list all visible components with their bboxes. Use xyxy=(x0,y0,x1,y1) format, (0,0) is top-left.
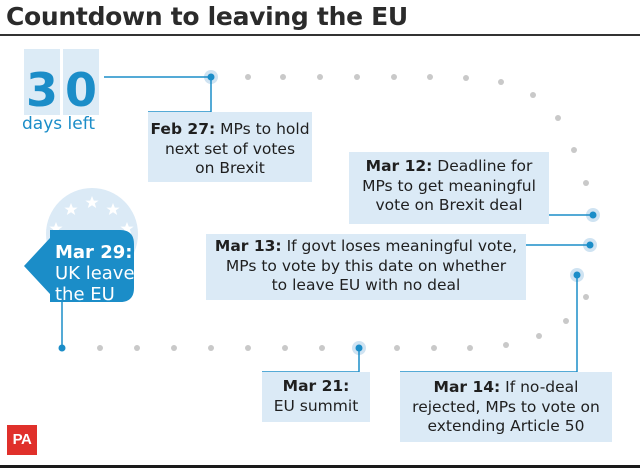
event-date: Mar 14: xyxy=(433,378,501,396)
event-date: Feb 27: xyxy=(150,120,216,138)
event-text: to leave EU with no deal xyxy=(271,276,461,294)
event-date: Mar 12: xyxy=(365,157,433,175)
page-title: Countdown to leaving the EU xyxy=(6,2,408,31)
event-text: If govt loses meaningful vote, xyxy=(286,237,518,255)
event-text: Deadline for xyxy=(437,157,533,175)
event-mar21 xyxy=(262,372,370,422)
event-mar13 xyxy=(206,234,526,300)
event-text: the EU xyxy=(55,284,115,305)
event-date: Mar 13: xyxy=(214,237,282,255)
event-text: MPs to hold xyxy=(220,120,310,138)
event-text: MPs to get meaningful xyxy=(362,176,536,195)
event-text: EU summit xyxy=(273,396,359,415)
event-text: on Brexit xyxy=(195,159,265,177)
event-date: Mar 29: xyxy=(55,242,133,263)
connector-lines xyxy=(62,77,593,372)
countdown-digit: 0 xyxy=(64,63,97,117)
event-text: MPs to vote by this date on whether xyxy=(225,256,507,275)
event-feb27 xyxy=(148,112,312,182)
countdown-digit: 3 xyxy=(25,63,58,117)
event-mar29 xyxy=(55,242,144,305)
pa-logo: PA xyxy=(7,425,37,455)
event-text: UK leaves xyxy=(55,263,144,284)
event-text: If no-deal xyxy=(505,378,579,396)
event-text: rejected, MPs to vote on xyxy=(412,397,600,416)
event-text: next set of votes xyxy=(164,139,296,158)
event-date: Mar 21: xyxy=(282,377,350,395)
event-text: extending Article 50 xyxy=(427,417,585,435)
event-mar14 xyxy=(400,372,612,442)
event-text: vote on Brexit deal xyxy=(375,196,523,214)
event-mar12 xyxy=(349,152,549,224)
countdown-caption: days left xyxy=(22,114,96,134)
